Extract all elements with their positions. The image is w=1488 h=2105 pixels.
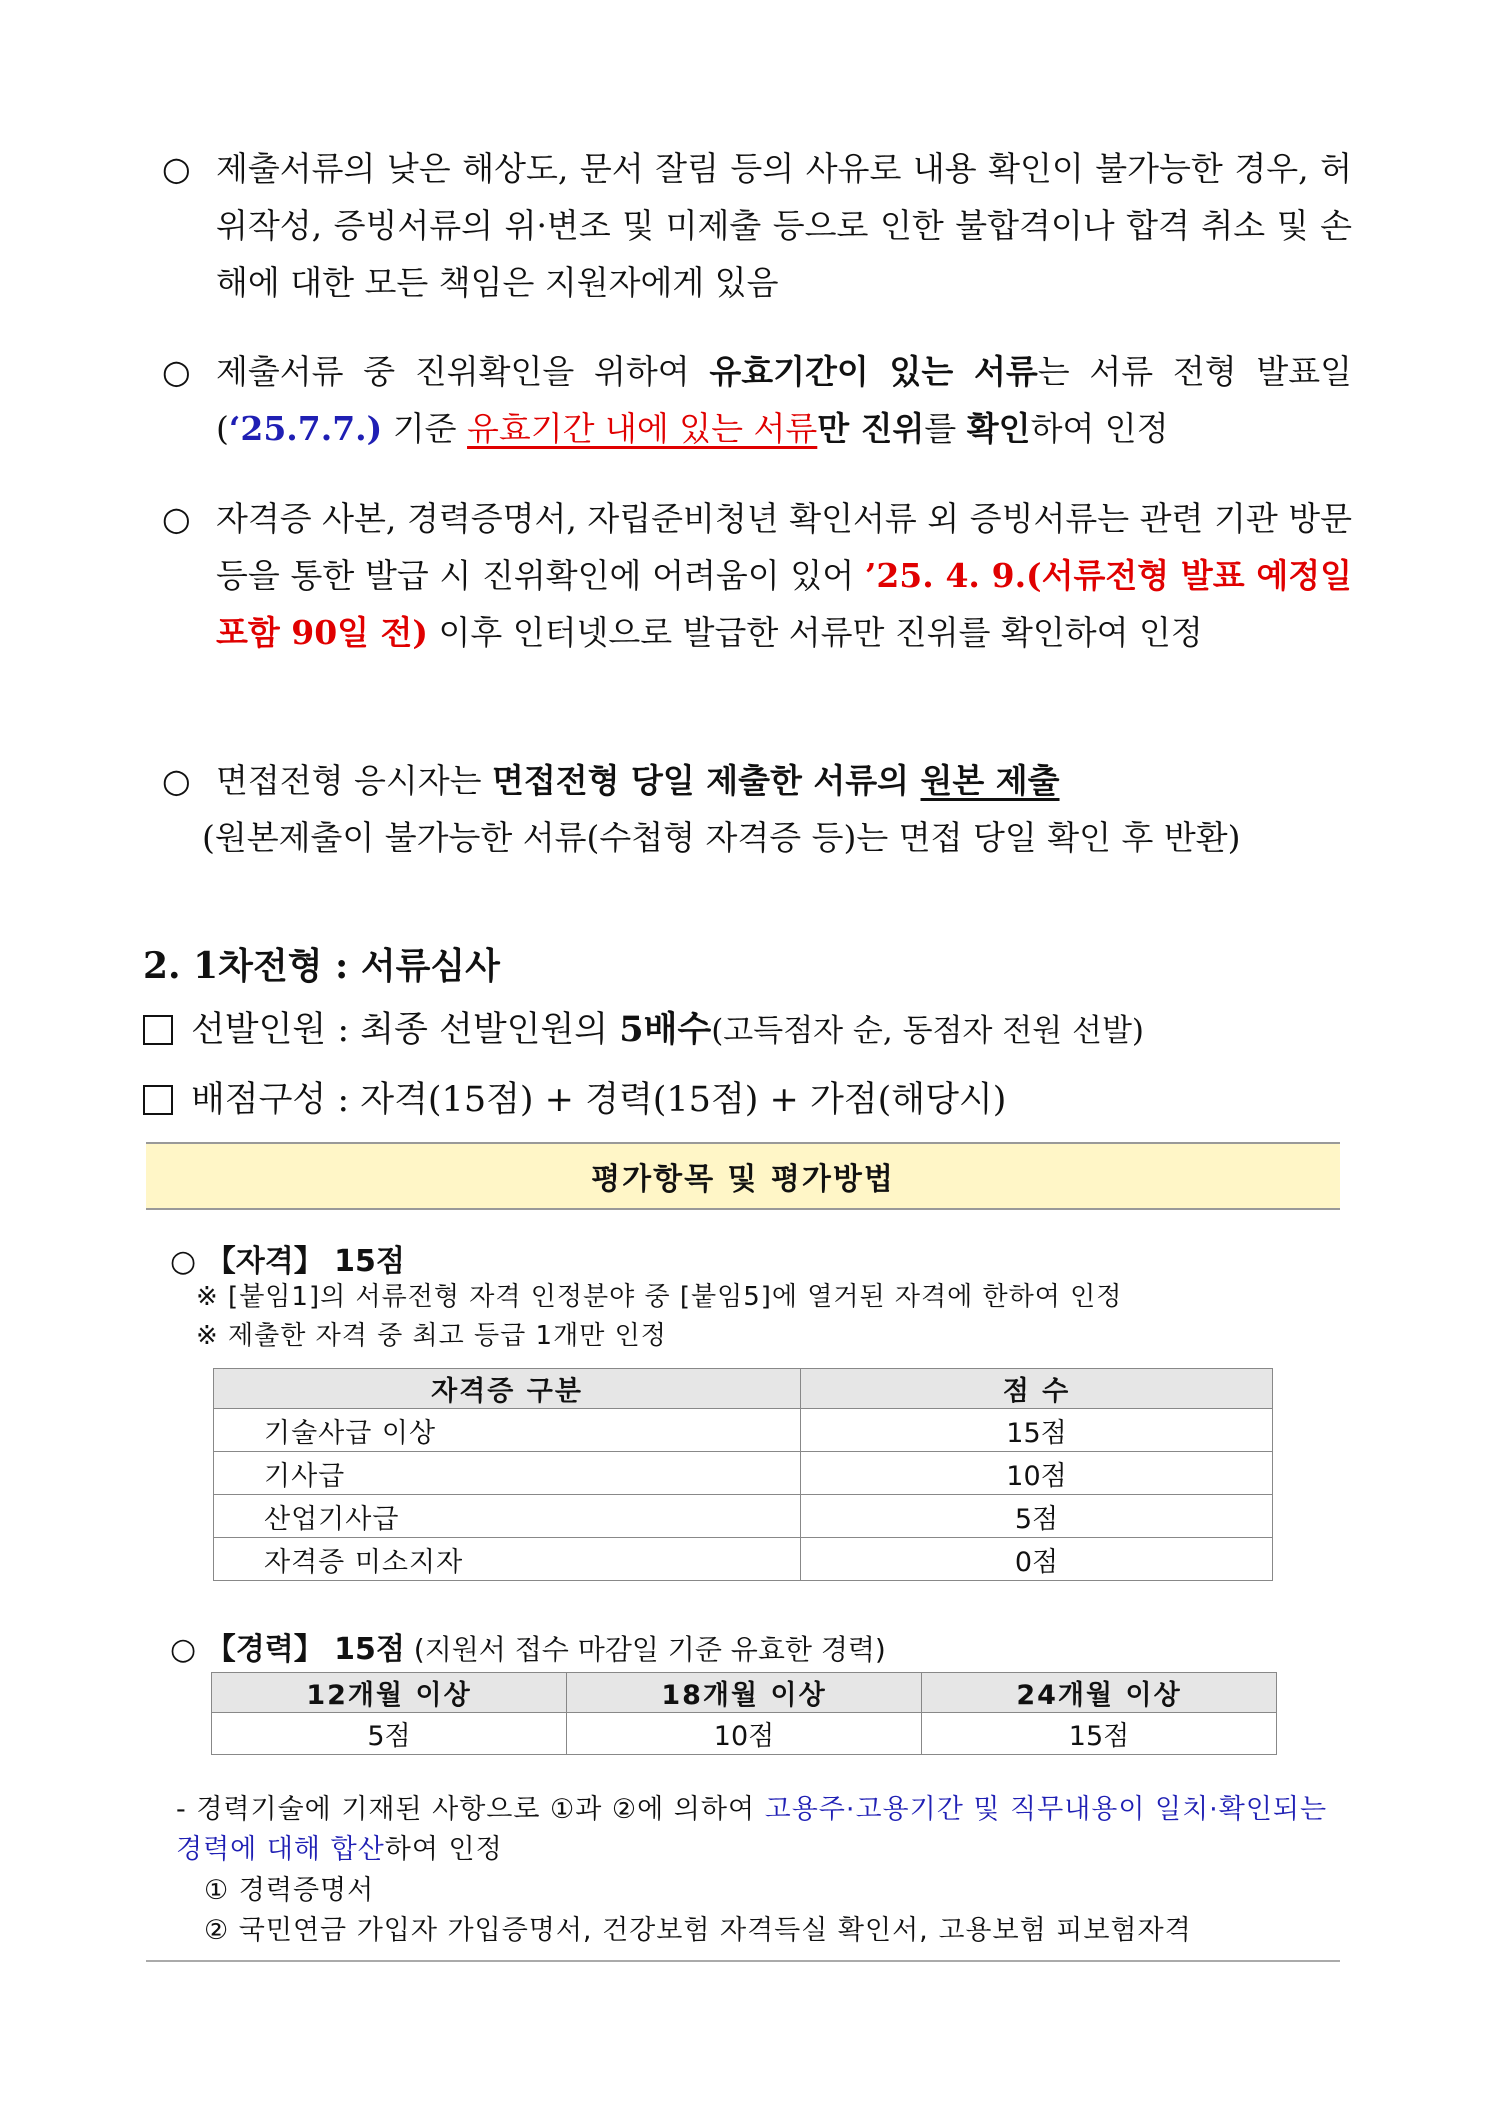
table-cell: 15점 (801, 1409, 1273, 1452)
career-item-1: ① 경력증명서 (204, 1875, 375, 1906)
table-cell: 기술사급 이상 (214, 1409, 801, 1452)
table-cell: 10점 (801, 1452, 1273, 1495)
table-row (214, 1538, 1273, 1581)
table-header: 24개월 이상 (922, 1673, 1277, 1713)
table-header: 점 수 (801, 1369, 1273, 1409)
qualification-title (170, 1236, 405, 1280)
bold-span: 만 진위 (817, 409, 925, 448)
bullet-text (216, 490, 1352, 661)
underlined-span: 원본 제출 (920, 761, 1060, 800)
footer-divider (146, 1960, 1340, 1962)
table-row (214, 1452, 1273, 1495)
table-cell: 5점 (801, 1495, 1273, 1538)
table-cell: 자격증 미소지자 (214, 1538, 801, 1581)
text-span: 이후 인터넷으로 발급한 서류만 진위를 확인하여 인정 (428, 613, 1203, 652)
table-cell: 0점 (801, 1538, 1273, 1581)
highlight-span: 유효기간 내에 있는 서류 (467, 409, 818, 448)
table-row (214, 1495, 1273, 1538)
bold-span: 【자격】 15점 (205, 1244, 405, 1279)
checkbox-square-icon (143, 1085, 173, 1115)
career-dash-note (176, 1790, 1346, 1870)
table-header-row (212, 1673, 1277, 1713)
bullet-mark: ○ (162, 352, 191, 391)
career-table (211, 1672, 1277, 1755)
table-cell: 산업기사급 (214, 1495, 801, 1538)
score-composition-line (143, 1076, 1006, 1124)
selection-count-line (143, 1006, 1144, 1055)
qualification-table (213, 1368, 1273, 1581)
text-span: 면접전형 응시자는 (216, 761, 493, 800)
bullet-item-1 (162, 140, 1352, 311)
bold-span: 5배수 (619, 1009, 712, 1050)
qualification-note-1: ※ [붙임1]의 서류전형 자격 인정분야 중 [붙임5]에 열거된 자격에 한하여 인정 (196, 1282, 1123, 1312)
table-cell: 5점 (212, 1713, 567, 1755)
bold-span: 면접전형 당일 제출한 서류의 (492, 761, 921, 800)
highlight-span: 고용주·고용기간 및 직무내용이 일치·확인되는 경력에 대해 합산 (176, 1794, 1328, 1865)
bullet-item-2 (162, 343, 1352, 457)
bullet-mark: ○ (162, 499, 191, 538)
table-cell: 15점 (922, 1713, 1277, 1755)
bullet-item-4 (162, 752, 1352, 866)
text-span: 를 (924, 409, 967, 448)
section-heading: 2. 1차전형 : 서류심사 (143, 945, 500, 987)
text-span: 기준 (382, 409, 468, 448)
text-span: 자격증 사본, 경력증명서, 자립준비청년 확인서류 외 증빙서류는 관련 기관 방문 등을 통한 발급 시 진위확인에 어려움이 있어 (216, 499, 1352, 595)
text-span: 선발인원 : 최종 선발인원의 (191, 1010, 620, 1050)
qualification-note-2: ※ 제출한 자격 중 최고 등급 1개만 인정 (196, 1321, 667, 1351)
evaluation-banner: 평가항목 및 평가방법 (146, 1142, 1340, 1210)
table-header: 자격증 구분 (214, 1369, 801, 1409)
bullet-mark: ○ (170, 1632, 197, 1667)
bold-span: 【경력】 15점 (205, 1632, 405, 1667)
text-span: (고득점자 순, 동점자 전원 선발) (711, 1013, 1145, 1049)
date-span: ‘25.7.7.) (228, 409, 383, 448)
bullet-mark: ○ (170, 1244, 197, 1279)
text-span: (지원서 접수 마감일 기준 유효한 경력) (404, 1633, 886, 1666)
bold-span: 유효기간이 있는 서류 (709, 352, 1038, 391)
table-cell: 기사급 (214, 1452, 801, 1495)
bullet-mark: ○ (162, 149, 191, 188)
table-header: 12개월 이상 (212, 1673, 567, 1713)
text-span: 는 서류 전형 발표일( (216, 352, 1353, 448)
bullet-item-3 (162, 490, 1352, 661)
table-header-row (214, 1369, 1273, 1409)
career-item-2: ② 국민연금 가입자 가입증명서, 건강보험 자격득실 확인서, 고용보험 피보험자격 (204, 1915, 1192, 1946)
table-row (214, 1409, 1273, 1452)
text-span: 배점구성 : 자격(15점) + 경력(15점) + 가점(해당시) (191, 1080, 1007, 1120)
bullet-mark: ○ (162, 761, 191, 800)
text-span: 하여 인정 (1030, 409, 1169, 448)
table-row (212, 1713, 1277, 1755)
bullet-text: 제출서류의 낮은 해상도, 문서 잘림 등의 사유로 내용 확인이 불가능한 경우, 허위작성, 증빙서류의 위·변조 및 미제출 등으로 인한 불합격이나 합격 취소 및 손해에 대한 모든 책임은 지원자에게 있음 (216, 149, 1352, 302)
bold-span: 확인 (966, 409, 1031, 448)
text-span: (원본제출이 불가능한 서류(수첩형 자격증 등)는 면접 당일 확인 후 반환) (202, 818, 1241, 857)
bullet-text (202, 752, 1352, 866)
text-span: 제출서류 중 진위확인을 위하여 (216, 352, 710, 391)
table-cell: 10점 (567, 1713, 922, 1755)
bullet-text (216, 343, 1352, 457)
text-span: - 경력기술에 기재된 사항으로 ①과 ②에 의하여 (176, 1794, 765, 1825)
career-title (170, 1624, 886, 1668)
checkbox-square-icon (143, 1015, 173, 1045)
table-header: 18개월 이상 (567, 1673, 922, 1713)
highlight-span: ’25. 4. 9.(서류전형 발표 예정일 포함 90일 전) (216, 556, 1353, 652)
text-span: 하여 인정 (384, 1834, 503, 1865)
